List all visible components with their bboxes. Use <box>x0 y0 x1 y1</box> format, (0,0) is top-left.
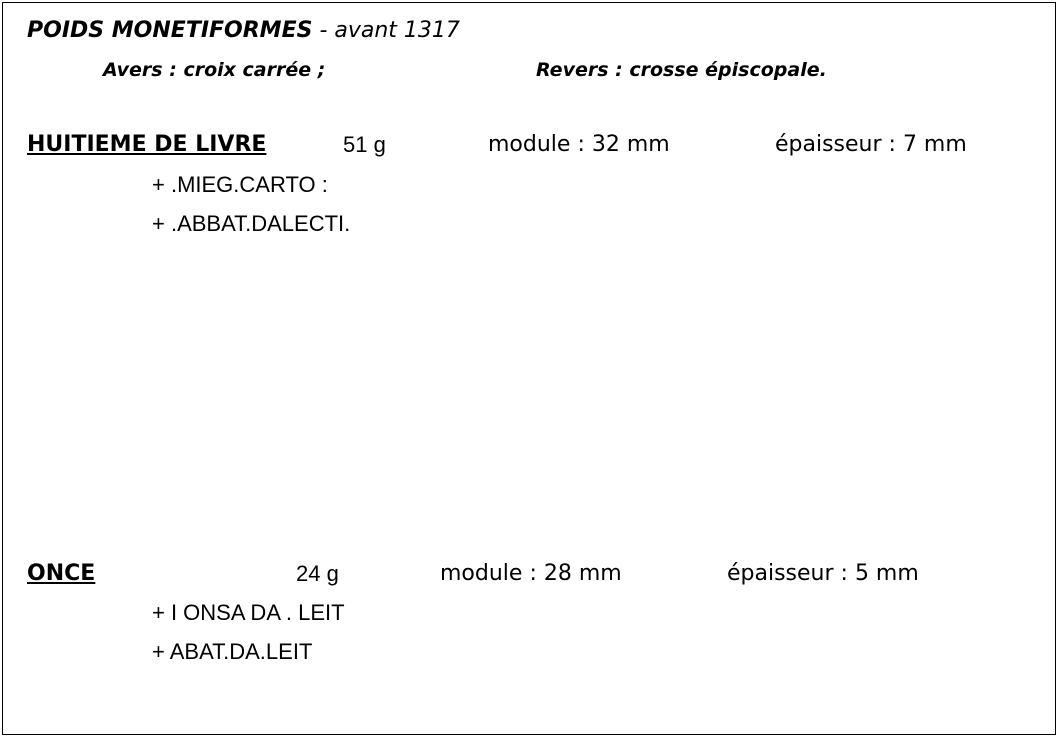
weight-name: ONCE <box>27 561 96 586</box>
legend-reverse: + .ABBAT.DALECTI. <box>152 211 351 236</box>
title-text: POIDS MONETIFORMES <box>27 18 313 43</box>
weight-module: module : 32 mm <box>488 132 670 157</box>
weight-name: HUITIEME DE LIVRE <box>27 132 267 157</box>
reverse-description: Revers : crosse épiscopale. <box>536 59 827 81</box>
legend-reverse: + ABAT.DA.LEIT <box>152 639 313 664</box>
weight-module: module : 28 mm <box>440 561 622 586</box>
legend-obverse: + .MIEG.CARTO : <box>152 172 328 197</box>
legend-obverse: + I ONSA DA . LEIT <box>152 600 345 625</box>
weight-thickness: épaisseur : 5 mm <box>727 561 919 586</box>
document-title <box>27 18 460 44</box>
obverse-description: Avers : croix carrée ; <box>103 59 326 81</box>
title-date: - avant 1317 <box>312 18 460 43</box>
weight-mass: 51 g <box>343 132 386 157</box>
weight-thickness: épaisseur : 7 mm <box>775 132 967 157</box>
weight-mass: 24 g <box>296 561 339 586</box>
